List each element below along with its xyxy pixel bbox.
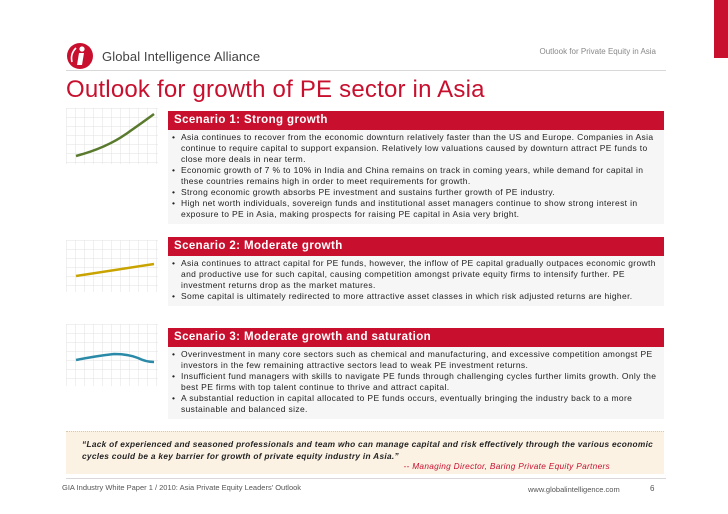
scenario-2-bullet: • Some capital is ultimately redirected to more attractive asset classes in which risk adjusted returns are higher. — [172, 291, 660, 302]
scenario-1-body — [168, 130, 664, 224]
scenario-3 — [168, 328, 664, 419]
quote-box — [66, 431, 664, 474]
scenario-1-bullet: • High net worth individuals, sovereign funds and institutional asset managers continue to show strong interest in exposure to PE in Asia, making prospects for raising PE capital in Asia very bright. — [172, 198, 660, 220]
scenario-3-bullet: • A substantial reduction in capital allocated to PE funds occurs, eventually bringing the industry back to a more sustainable and balanced size. — [172, 393, 660, 415]
brand-logo — [66, 42, 260, 70]
scenario-1-title: Scenario 1: Strong growth — [168, 111, 664, 130]
scenario-3-bullet: • Overinvestment in many core sectors such as chemical and manufacturing, and excessive competition amongst PE investors in the few remaining attractive sectors lead to weak PE investment returns. — [172, 349, 660, 371]
page-number: 6 — [650, 484, 655, 493]
brand-name: Global Intelligence Alliance — [102, 48, 261, 64]
scenario-2-title: Scenario 2: Moderate growth — [168, 237, 664, 256]
quote-text: “Lack of experienced and seasoned professionals and team who can manage capital and risk effectively through the various economic cycles could be a key barrier for growth of private equity industry in Asia.” — [82, 439, 654, 461]
saturation-chart-icon — [66, 324, 158, 386]
strong-growth-chart-icon — [66, 108, 158, 164]
scenario-1-bullet: • Strong economic growth absorbs PE investment and sustains further growth of PE industry. — [172, 187, 660, 198]
page-title: Outlook for growth of PE sector in Asia — [66, 76, 485, 103]
footer-publication: GIA Industry White Paper 1 / 2010: Asia Private Equity Leaders' Outlook — [62, 483, 302, 492]
header-divider — [66, 70, 666, 71]
moderate-growth-chart-icon — [66, 240, 158, 292]
footer-divider — [66, 478, 666, 479]
gia-logo-icon — [66, 42, 94, 70]
scenario-1-bullet: • Asia continues to recover from the economic downturn relatively faster than the US and Europe. Companies in Asia continue to require capital to support expansion. Relatively low valuations caused by downturn attract PE funds to close more deals in near term. — [172, 132, 660, 165]
scenario-1 — [168, 111, 664, 224]
scenario-2-bullet: • Asia continues to attract capital for PE funds, however, the inflow of PE capital gradually outpaces economic growth and productive use for such capital, causing competition amongst private equity firms to intensify further. PE investment returns drop as the market matures. — [172, 258, 660, 291]
footer-website: www.globalintelligence.com — [528, 485, 620, 494]
scenario-3-body — [168, 347, 664, 419]
scenario-3-bullet: • Insufficient fund managers with skills to navigate PE funds through challenging cycles further limits growth. Only the best PE firms with top talent continue to thrive and attract capital. — [172, 371, 660, 393]
scenario-2 — [168, 237, 664, 306]
scenario-2-body — [168, 256, 664, 306]
scenario-3-title: Scenario 3: Moderate growth and saturation — [168, 328, 664, 347]
header-section-label: Outlook for Private Equity in Asia — [539, 47, 656, 56]
scenario-1-bullet: • Economic growth of 7 % to 10% in India and China remains on track in coming years, while demand for capital in these countries remains high in order to meet requirements for growth. — [172, 165, 660, 187]
corner-accent-bar — [714, 0, 728, 58]
quote-attribution: -- Managing Director, Baring Private Equity Partners — [403, 461, 610, 471]
